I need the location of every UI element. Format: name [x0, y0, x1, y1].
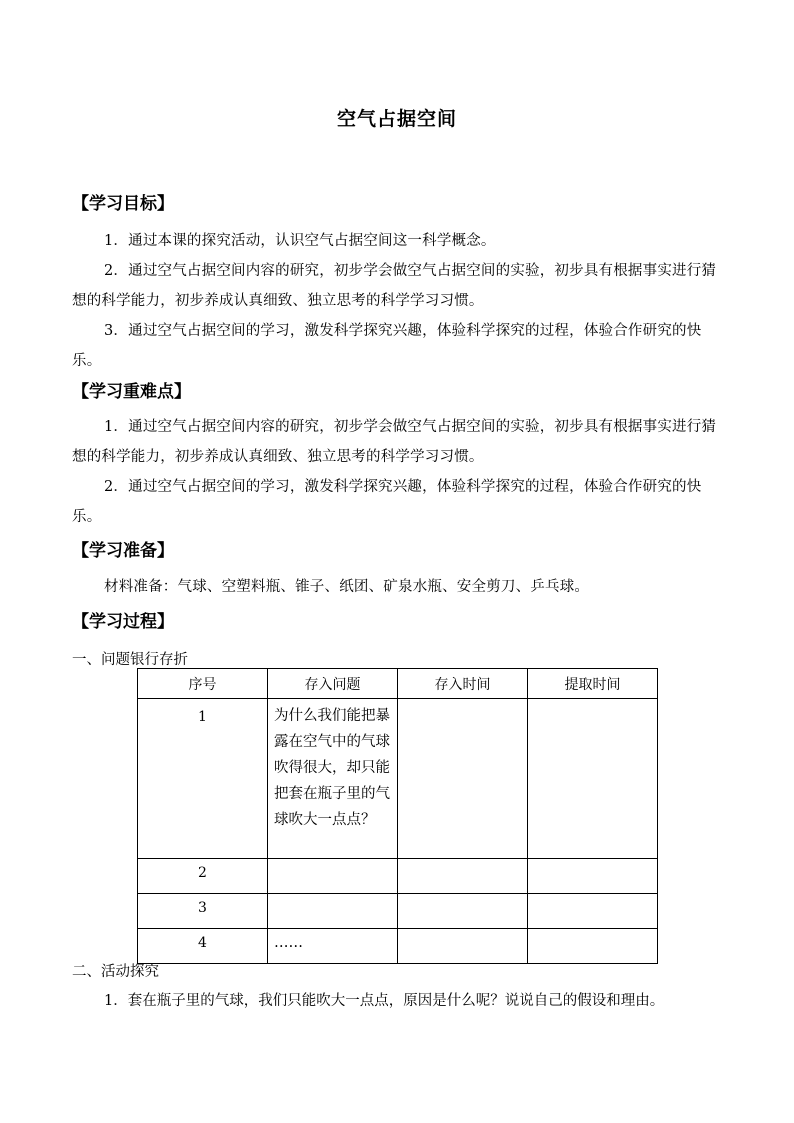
heading-key-points: 【学习重难点】 [72, 382, 191, 402]
heading-learning-goals: 【学习目标】 [72, 194, 174, 214]
row-number: 1 [138, 699, 268, 859]
row-question: …… [268, 929, 398, 964]
row-number: 4 [138, 929, 268, 964]
part2-title: 二、活动探究 [72, 964, 159, 980]
header-deposit-time: 存入时间 [398, 669, 528, 699]
goal-item-2: 2．通过空气占据空间内容的研究，初步学会做空气占据空间的实验，初步具有根据事实进行猜想的科学能力，初步养成认真细致、独立思考的科学学习习惯。 [72, 263, 717, 309]
row-withdraw-time [528, 929, 658, 964]
part2-item-1: 1．套在瓶子里的气球，我们只能吹大一点点，原因是什么呢？说说自己的假设和理由。 [104, 993, 665, 1009]
row-question [268, 894, 398, 929]
header-question: 存入问题 [268, 669, 398, 699]
row-deposit-time [398, 699, 528, 859]
row-withdraw-time [528, 859, 658, 894]
row-deposit-time [398, 859, 528, 894]
row-withdraw-time [528, 699, 658, 859]
row-number: 2 [138, 859, 268, 894]
table-header-row [138, 669, 658, 699]
row-question [268, 859, 398, 894]
header-withdraw-time: 提取时间 [528, 669, 658, 699]
question-bank-table [137, 668, 658, 964]
part1-title: 一、问题银行存折 [72, 652, 188, 668]
heading-preparation: 【学习准备】 [72, 541, 174, 561]
row-withdraw-time [528, 894, 658, 929]
goal-item-3: 3．通过空气占据空间的学习，激发科学探究兴趣，体验科学探究的过程，体验合作研究的快乐。 [72, 323, 702, 369]
row-number: 3 [138, 894, 268, 929]
table-row [138, 699, 658, 859]
heading-process: 【学习过程】 [72, 612, 174, 632]
key-point-item-2: 2．通过空气占据空间的学习，激发科学探究兴趣，体验科学探究的过程，体验合作研究的快乐。 [72, 479, 702, 525]
goal-item-1: 1．通过本课的探究活动，认识空气占据空间这一科学概念。 [104, 233, 496, 249]
document-title: 空气占据空间 [336, 108, 457, 130]
table-row [138, 929, 658, 964]
key-point-item-1: 1．通过空气占据空间内容的研究，初步学会做空气占据空间的实验，初步具有根据事实进行猜想的科学能力，初步养成认真细致、独立思考的科学学习习惯。 [72, 419, 717, 465]
table-row [138, 894, 658, 929]
row-question: 为什么我们能把暴露在空气中的气球吹得很大，却只能把套在瓶子里的气球吹大一点点？ [268, 699, 398, 859]
header-number: 序号 [138, 669, 268, 699]
preparation-text: 材料准备：气球、空塑料瓶、锥子、纸团、矿泉水瓶、安全剪刀、乒乓球。 [104, 579, 590, 595]
table-row [138, 859, 658, 894]
row-deposit-time [398, 929, 528, 964]
row-deposit-time [398, 894, 528, 929]
